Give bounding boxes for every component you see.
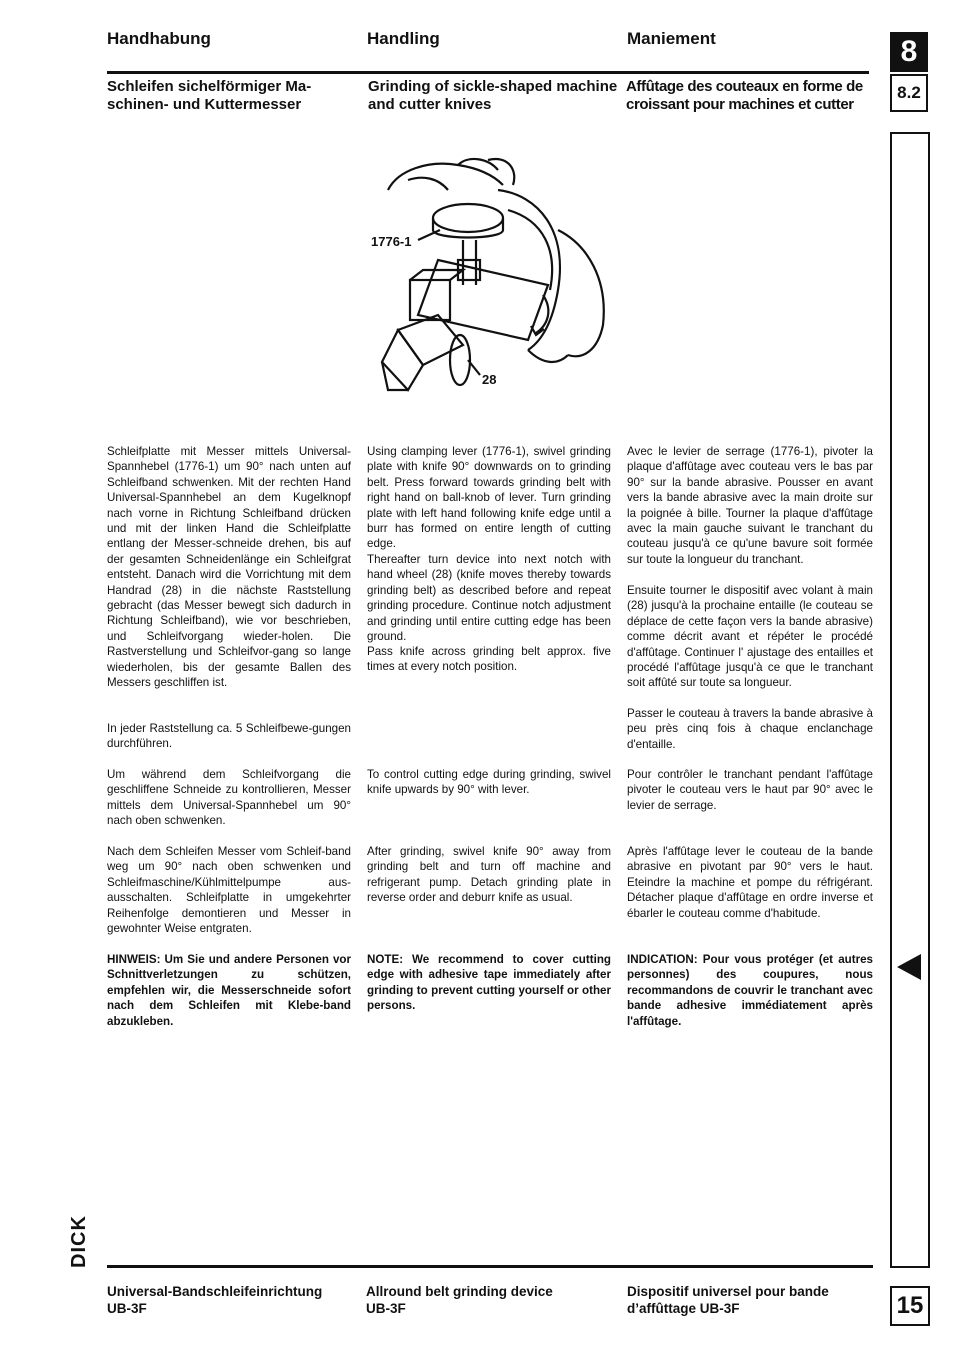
- left-arrow-icon: [897, 954, 921, 985]
- subtitle-en: Grinding of sickle-shaped machine and cutter knives: [368, 78, 618, 113]
- footer-fr: [627, 1283, 829, 1317]
- device-illustration: [368, 150, 614, 400]
- dick-logo: [68, 1186, 90, 1268]
- de-note: HINWEIS: Um Sie und andere Personen vor Schnittverletzungen zu schützen, empfehlen wir, die Messerschneide sofort nach dem Schleifen mit Klebe-band abzukleben.: [107, 953, 351, 1028]
- en-paragraph-1b: Thereafter turn device into next notch with hand wheel (28) (knife moves thereby towards grinding belt) as described before and repeat grinding procedure. Continue notch adjustment and grinding until entire cutting edge has been ground.: [367, 553, 611, 644]
- footer-de-line1: Universal-Bandschleifeinrichtung: [107, 1284, 323, 1299]
- en-note: NOTE: We recommend to cover cutting edge with adhesive tape immediately after grinding to prevent cutting yourself or other persons.: [367, 953, 611, 1013]
- footer-fr-line1: Dispositif universel pour bande: [627, 1284, 829, 1299]
- grinding-device-figure: [368, 150, 614, 400]
- chapter-number: 8: [890, 32, 928, 72]
- header-en: Handling: [367, 29, 440, 48]
- de-paragraph-1b: In jeder Raststellung ca. 5 Schleifbewe-gungen durchführen.: [107, 722, 351, 751]
- de-paragraph-2: Um während dem Schleifvorgang die geschliffene Schneide zu kontrollieren, Messer mittels dem Universal-Spannhebel um 90° nach oben schwenken.: [107, 768, 351, 828]
- footer-en: [366, 1283, 553, 1317]
- page-number: 15: [890, 1286, 930, 1326]
- fr-paragraph-1b: Ensuite tourner le dispositif avec volant à main (28) jusqu'à la prochaine entaille (le couteau se déplace de cette façon vers la bande abrasive) comme décrit avant et répéter le procédé d'affûtage. Continuer l' ajustage des entailles et procédé l'affûtage jusqu'à ce que le tranchant soit affûté sur toute sa longueur.: [627, 584, 873, 690]
- figure-label-lever: 1776-1: [371, 234, 412, 249]
- de-paragraph-3: Nach dem Schleifen Messer vom Schleif-band weg um 90° nach oben schwenken und Schleifmaschine/Kühlmittelpumpe aus-ausschalten. Schleifplatte in umgekehrter Reihenfolge demontieren und Messer in gewohnter Weise entgraten.: [107, 845, 351, 936]
- footer-de: [107, 1283, 322, 1317]
- fr-paragraph-3: Après l'affûtage lever le couteau de la bande abrasive en pivotant par 90° vers le haut. Eteindre la machine et pompe du réfrigérant. Détacher plaque d'affûtage en ordre inverse et ébarler le couteau comme d'habitude.: [627, 845, 873, 920]
- footer-fr-line2: d’affûttage UB-3F: [627, 1301, 740, 1316]
- footer-en-line2: UB-3F: [366, 1301, 406, 1316]
- brand-text: DICK: [68, 1215, 90, 1268]
- de-paragraph-1: Schleifplatte mit Messer mittels Universal-Spannhebel (1776-1) um 90° nach unten auf Schleifband schwenken. Mit der rechten Hand Universal-Spannhebel an dem Kugelknopf nach vorne in Richtung Schleifband drücken und mit der linken Hand die Schleifplatte entlang der Messer-schneide drehen, bis auf der gesamten Schneidenlänge ein Schleifgrat entsteht. Danach wird die Vorrichtung mit dem Handrad (28) in die nächste Raststellung gebracht (das Messer bewegt sich dadurch in Richtung Schleifband), wie vor beschrieben, und Schleifvorgang wieder-holen. Die Rastverstellung und Schleifvor-gang so lange wiederholen, bis der gesamte Ballen des Messers geschliffen ist.: [107, 445, 351, 690]
- subtitle-de: Schleifen sichelförmiger Ma-schinen- und Kuttermesser: [107, 78, 312, 113]
- fr-paragraph-1: Avec le levier de serrage (1776-1), pivoter la plaque d'affûtage avec couteau vers le bas par 90° sur la bande abrasive. Pousser en avant vers la bande abrasive avec la main droite sur la poignée à bille. Tourner la plaque d'affûtage avec la main gauche suivant le tranchant du couteau jusqu'à ce qu'une bavure soit formée sur toute la longueur du tranchant.: [627, 445, 873, 566]
- en-paragraph-2: To control cutting edge during grinding, swivel knife upwards by 90° with lever.: [367, 768, 611, 797]
- header-fr: Maniement: [627, 29, 716, 48]
- en-paragraph-1c: Pass knife across grinding belt approx. five times at every notch position.: [367, 645, 611, 674]
- en-paragraph-1: Using clamping lever (1776-1), swivel grinding plate with knife 90° downwards on to grinding belt. Press forward towards grinding belt with right hand on ball-knob of lever. Turn grinding plate with left hand following knife edge until a burr has formed on entire length of cutting edge.: [367, 445, 611, 551]
- footer-de-line2: UB-3F: [107, 1301, 147, 1316]
- side-frame: [890, 132, 930, 1268]
- en-paragraph-3: After grinding, swivel knife 90° away from grinding belt and turn off machine and refrigerant pump. Detach grinding plate in reverse order and deburr knife as usual.: [367, 845, 611, 905]
- figure-label-wheel: 28: [482, 372, 497, 387]
- header-rule: [107, 71, 869, 74]
- fr-paragraph-2: Pour contrôler le tranchant pendant l'affûtage pivoter le couteau vers le haut par 90° avec le levier de serrage.: [627, 768, 873, 812]
- fr-note: INDICATION: Pour vous protéger (et autres personnes) des coupures, nous recommandons de couvrir le tranchant avec bande adhesive immédiatement après l'affûtage.: [627, 953, 873, 1028]
- header-de: Handhabung: [107, 29, 211, 48]
- footer-en-line1: Allround belt grinding device: [366, 1284, 553, 1299]
- section-number: 8.2: [890, 74, 928, 112]
- fr-paragraph-1c: Passer le couteau à travers la bande abrasive à peu près cinq fois à chaque enclanchage d'entaille.: [627, 707, 873, 751]
- footer-rule: [107, 1265, 873, 1268]
- subtitle-fr: Affûtage des couteaux en forme de croissant pour machines et cutter: [626, 78, 863, 113]
